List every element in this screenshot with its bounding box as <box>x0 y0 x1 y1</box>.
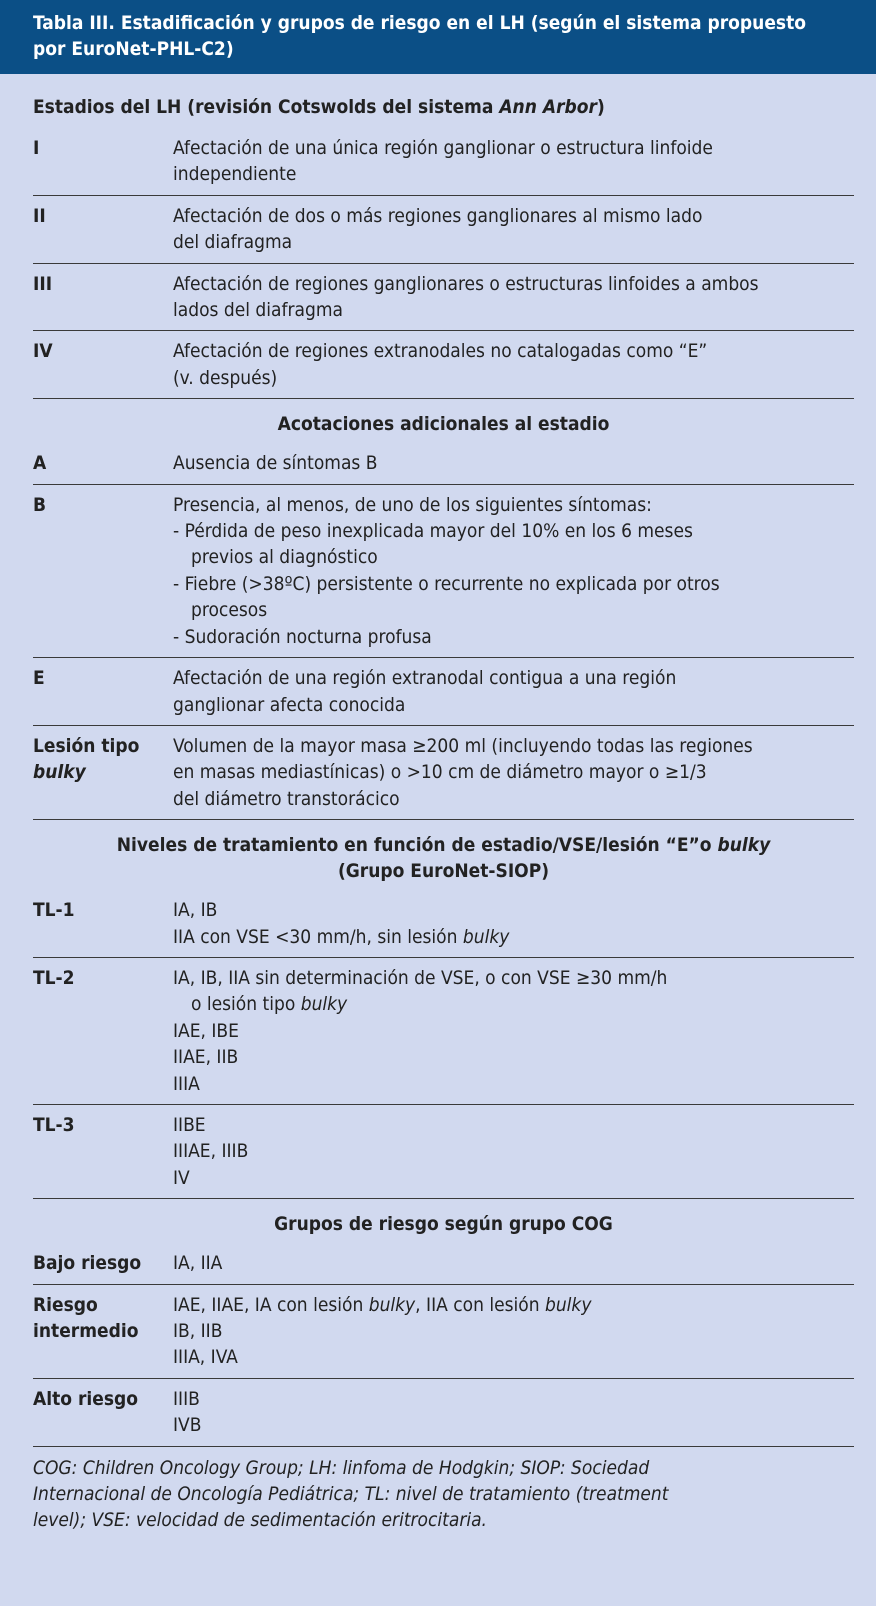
treatment-desc-line: IAE, IBE <box>173 1019 239 1042</box>
stages-title-suffix: ) <box>596 96 605 118</box>
treatment-row-tl1 <box>33 890 854 958</box>
risk-row-high <box>33 1379 854 1447</box>
treatment-desc-line: IIBE <box>173 1113 206 1136</box>
symptom-item: - Pérdida de peso inexplicada mayor del 10% en los 6 meses <box>173 520 693 543</box>
annotation-intro: Presencia, al menos, de uno de los siguientes síntomas: <box>173 493 652 516</box>
stage-row-iii <box>33 264 854 332</box>
symptom-item-continuation: procesos <box>191 599 268 622</box>
table-footnote <box>33 1447 854 1534</box>
treatment-desc-line: IIIAE, IIIB <box>173 1140 249 1163</box>
annotation-row-a <box>33 443 854 484</box>
stage-row-ii <box>33 196 854 264</box>
risk-desc-line: IIIA, IVA <box>173 1346 238 1369</box>
stage-description <box>173 271 854 324</box>
risk-description <box>173 1386 854 1439</box>
annotation-description <box>173 733 854 812</box>
stage-row-i <box>33 128 854 196</box>
annotation-label: A <box>33 452 47 475</box>
risk-label: Bajo riesgo <box>33 1252 142 1275</box>
table-header <box>0 0 876 74</box>
risk-desc-line: IB, IIB <box>173 1320 223 1342</box>
risk-desc-line: IVB <box>173 1414 202 1437</box>
symptom-item-continuation: previos al diagnóstico <box>191 546 378 569</box>
treatment-desc-italic: bulky <box>462 925 510 948</box>
treatment-row-tl2 <box>33 958 854 1105</box>
treatment-description <box>173 965 854 1097</box>
table-title-line-1: Tabla III. Estadificación y grupos de riesgo en el LH (según el sistema propuesto <box>33 12 807 34</box>
treatment-desc-line: IIIA <box>173 1072 200 1095</box>
treatment-desc-line: IV <box>173 1166 190 1189</box>
annotation-label-italic: bulky <box>33 761 86 784</box>
stage-row-iv <box>33 331 854 399</box>
risk-label <box>33 1292 173 1371</box>
risk-desc-italic: bulky <box>368 1293 416 1316</box>
risk-desc-line: IAE, IIAE, IA con lesión <box>173 1293 369 1316</box>
stage-desc-line: lados del diafragma <box>173 299 343 322</box>
treatment-section-title <box>33 832 854 884</box>
treatment-desc-italic: bulky <box>300 993 348 1016</box>
stage-description <box>173 135 854 188</box>
risk-desc-italic: bulky <box>544 1293 592 1316</box>
stage-description <box>173 338 854 391</box>
stage-label: II <box>33 204 46 227</box>
stage-desc-line: Afectación de dos o más regiones ganglionares al mismo lado <box>173 204 703 227</box>
treatment-row-tl3 <box>33 1105 854 1199</box>
treatment-label: TL-2 <box>33 966 75 989</box>
stage-description <box>173 203 854 256</box>
treatment-description <box>173 1112 854 1191</box>
risk-label-line: Riesgo <box>33 1293 98 1316</box>
symptom-item: - Sudoración nocturna profusa <box>173 625 432 648</box>
treatment-desc-line: IA, IB <box>173 899 218 922</box>
symptom-item: - Fiebre (>38ºC) persistente o recurrente no explicada por otros <box>173 572 720 595</box>
table-body <box>0 74 876 1534</box>
treatment-title-line-2: (Grupo EuroNet-SIOP) <box>337 860 550 883</box>
risk-description <box>173 1250 854 1276</box>
stage-desc-line: Afectación de regiones extranodales no catalogadas como “E” <box>173 340 708 363</box>
risk-description <box>173 1292 854 1371</box>
treatment-desc-line: IA, IB, IIA sin determinación de VSE, o con VSE ≥30 mm/h <box>173 966 668 989</box>
annotation-label <box>33 733 173 812</box>
risk-label-line: intermedio <box>33 1320 139 1342</box>
footnote-line: COG: Children Oncology Group; LH: linfoma de Hodgkin; SIOP: Sociedad <box>33 1456 650 1479</box>
annotation-desc-line: Volumen de la mayor masa ≥200 ml (incluyendo todas las regiones <box>173 734 753 757</box>
footnote-line: Internacional de Oncología Pediátrica; TL: nivel de tratamiento (treatment <box>33 1483 669 1506</box>
table-title-line-2: por EuroNet-PHL-C2) <box>33 38 234 60</box>
stage-desc-line: del diafragma <box>173 231 293 254</box>
stage-desc-line: (v. después) <box>173 366 278 389</box>
annotation-description <box>173 492 854 650</box>
annotation-desc-line: Ausencia de síntomas B <box>173 452 378 475</box>
treatment-desc-line: o lesión tipo <box>191 993 301 1016</box>
treatment-title-text: Niveles de tratamiento en función de estadio/VSE/lesión “E”o <box>116 834 718 857</box>
treatment-desc-line: IIAE, IIB <box>173 1046 239 1069</box>
stages-title-text: Estadios del LH (revisión Cotswolds del sistema <box>33 96 500 118</box>
annotation-row-e <box>33 658 854 726</box>
treatment-description <box>173 897 854 950</box>
footnote-line: level); VSE: velocidad de sedimentación eritrocitaria. <box>33 1509 487 1532</box>
annotation-label: B <box>33 493 47 516</box>
risk-row-intermediate <box>33 1285 854 1379</box>
risk-desc-line: IIIB <box>173 1387 200 1410</box>
annotation-desc-line: ganglionar afecta conocida <box>173 693 406 716</box>
annotations-section-title: Acotaciones adicionales al estadio <box>277 413 610 436</box>
stages-section-title <box>33 94 854 120</box>
annotation-desc-line: del diámetro transtorácico <box>173 787 400 810</box>
stage-desc-line: Afectación de regiones ganglionares o estructuras linfoides a ambos <box>173 272 759 295</box>
treatment-label: TL-3 <box>33 1113 75 1136</box>
annotation-row-b <box>33 485 854 658</box>
risk-row-low <box>33 1243 854 1284</box>
treatment-title-italic: bulky <box>717 834 771 857</box>
stage-label: IV <box>33 340 53 363</box>
annotation-desc-line: en masas mediastínicas) o >10 cm de diámetro mayor o ≥1/3 <box>173 761 707 784</box>
risk-desc-line: IA, IIA <box>173 1252 223 1275</box>
annotation-desc-line: Afectación de una región extranodal contigua a una región <box>173 667 677 690</box>
stage-label: I <box>33 137 40 159</box>
annotation-description <box>173 450 854 476</box>
risk-desc-line: , IIA con lesión <box>415 1293 545 1316</box>
annotation-label-line: Lesión tipo <box>33 734 140 757</box>
treatment-desc-line: IIA con VSE <30 mm/h, sin lesión <box>173 925 463 948</box>
risk-section-title: Grupos de riesgo según grupo COG <box>274 1213 613 1236</box>
treatment-label: TL-1 <box>33 899 75 922</box>
stage-desc-line: Afectación de una única región ganglionar o estructura linfoide <box>173 137 713 159</box>
stage-desc-line: independiente <box>173 163 297 186</box>
annotation-description <box>173 665 854 718</box>
annotation-label: E <box>33 667 45 690</box>
stage-label: III <box>33 272 53 295</box>
annotation-row-bulky <box>33 726 854 820</box>
stages-title-italic: Ann Arbor <box>499 96 597 118</box>
risk-label: Alto riesgo <box>33 1387 138 1410</box>
